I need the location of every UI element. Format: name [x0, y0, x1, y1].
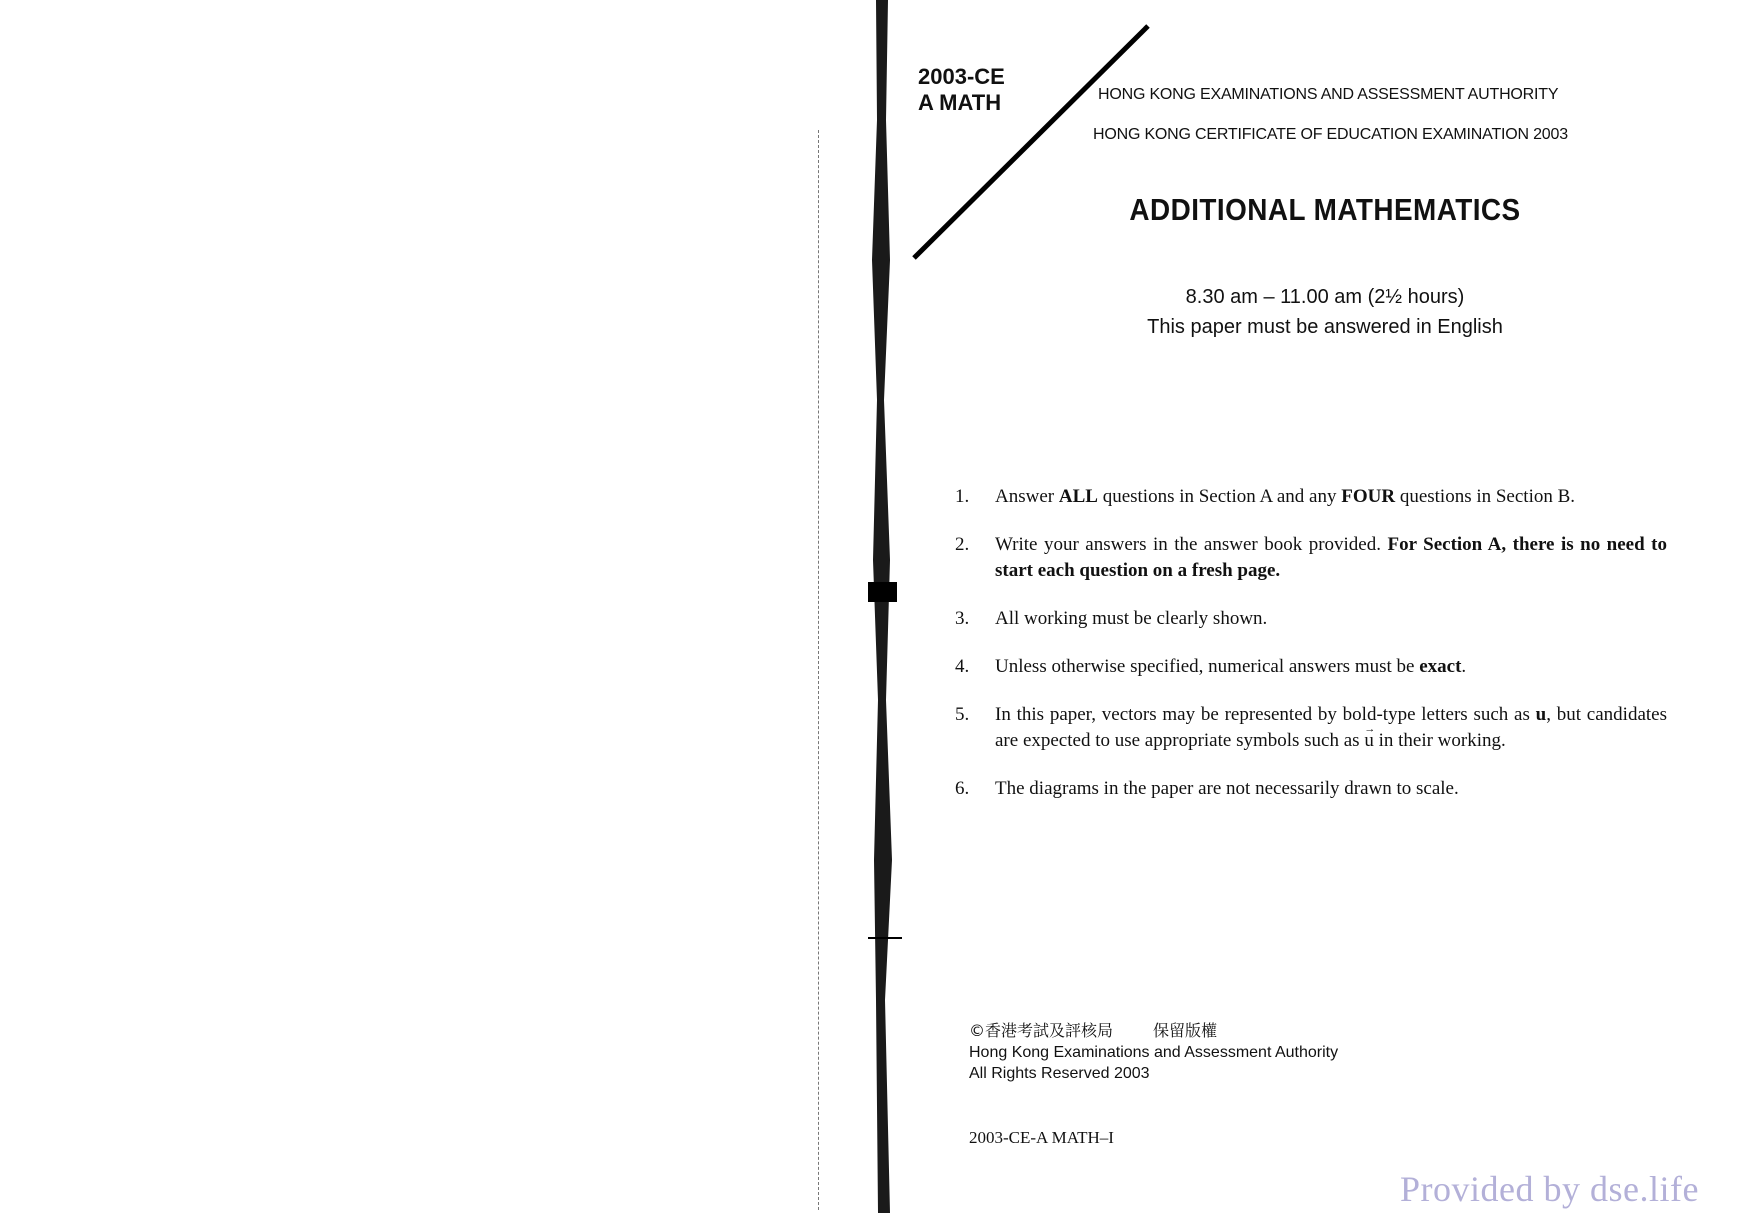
language-note: This paper must be answered in English [1147, 316, 1503, 338]
exam-name: HONG KONG CERTIFICATE OF EDUCATION EXAMINATION 2003 [1093, 126, 1568, 143]
copyright-org: Hong Kong Examinations and Assessment Authority [969, 1044, 1339, 1061]
exam-time: 8.30 am – 11.00 am (2½ hours) [1185, 286, 1465, 308]
binding-spine [868, 0, 904, 1213]
instruction-number: 5. [955, 704, 970, 725]
vector-symbol: → u [1364, 728, 1374, 754]
copyright-rights: All Rights Reserved 2003 [969, 1065, 1150, 1082]
instruction-item [955, 702, 1667, 754]
paper-title: ADDITIONAL MATHEMATICS [1129, 192, 1521, 227]
instruction-text: Write your answers in the answer book provided. For Section A, there is no need to start each question on a fresh page. [995, 534, 1667, 581]
copyright-chinese: ©香港考試及評核局 [969, 1021, 1114, 1040]
copyright-chinese-rights: 保留版權 [1153, 1021, 1218, 1040]
instruction-number: 1. [955, 486, 970, 507]
instruction-text: All working must be clearly shown. [995, 608, 1268, 629]
perforation-line [818, 130, 819, 1210]
instruction-item [955, 776, 1667, 802]
instruction-text: In this paper, vectors may be represented by bold-type letters such as u, but candidates are expected to use appropriate symbols such as → u in their working. [995, 702, 1667, 754]
instruction-item [955, 484, 1667, 510]
watermark-text: Provided by dse.life [1400, 1169, 1699, 1209]
instruction-item [955, 654, 1667, 680]
instruction-item [955, 606, 1667, 632]
instruction-text: The diagrams in the paper are not necessarily drawn to scale. [995, 778, 1459, 799]
paper-code-year: 2003-CE [918, 64, 1005, 89]
authority-name: HONG KONG EXAMINATIONS AND ASSESSMENT AUTHORITY [1098, 86, 1559, 103]
paper-code-subject: A MATH [918, 90, 1002, 115]
instruction-number: 3. [955, 608, 970, 629]
instruction-number: 4. [955, 656, 970, 677]
footer-paper-code: 2003-CE-A MATH–I [969, 1128, 1114, 1147]
instruction-text: Answer ALL questions in Section A and any FOUR questions in Section B. [995, 486, 1576, 507]
instruction-number: 6. [955, 778, 970, 799]
instructions-list [955, 484, 1667, 824]
copyright-block [969, 1020, 1338, 1084]
instruction-text: Unless otherwise specified, numerical answers must be exact. [995, 656, 1467, 677]
instruction-number: 2. [955, 534, 970, 555]
instruction-item [955, 532, 1667, 584]
